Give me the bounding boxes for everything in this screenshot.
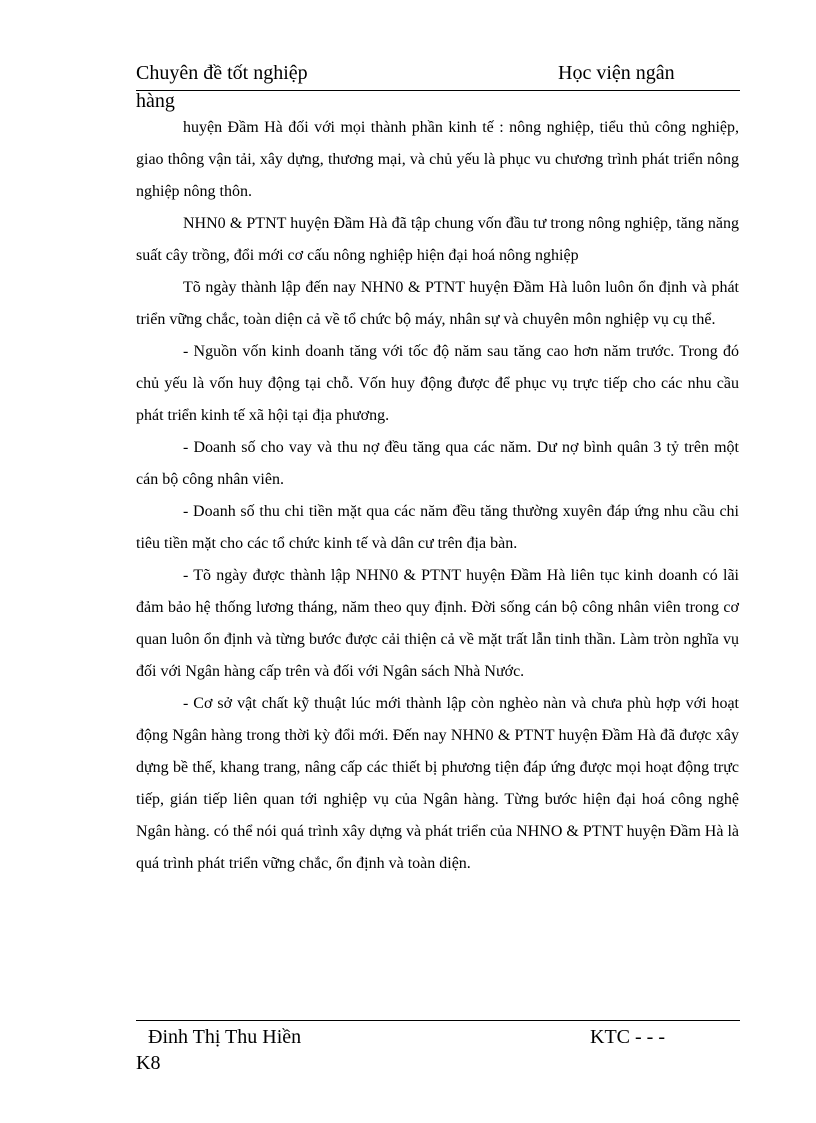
- paragraph-4: - Nguồn vốn kinh doanh tăng với tốc độ năm sau tăng cao hơn năm trước. Trong đó chủ yếu là vốn huy động tại chỗ. Vốn huy động được để phục vụ trực tiếp cho các nhu cầu phát triển kinh tế xã hội tại địa phương.: [136, 343, 739, 424]
- paragraph-8: - Cơ sở vật chất kỹ thuật lúc mới thành lập còn nghèo nàn và chưa phù hợp với hoạt động Ngân hàng trong thời kỳ đổi mới. Đến nay NHN0 & PTNT huyện Đầm Hà đã được xây dựng bề thế, khang trang, nâng cấp các thiết bị phương tiện đáp ứng được mọi hoạt động trực tiếp, gián tiếp liên quan tới nghiệp vụ của Ngân hàng. Từng bước hiện đại hoá công nghệ Ngân hàng. có thể nói quá trình xây dựng và phát triển của NHNO & PTNT huyện Đầm Hà là quá trình phát triển vững chắc, ổn định và toàn diện.: [136, 695, 739, 872]
- paragraph-7: - Tõ ngày được thành lập NHN0 & PTNT huyện Đầm Hà liên tục kinh doanh có lãi đảm bảo hệ thống lương tháng, năm theo quy định. Đời sống cán bộ công nhân viên trong cơ quan luôn ổn định và từng bước được cải thiện cả về mặt trất lẫn tinh thần. Làm tròn nghĩa vụ đối với Ngân hàng cấp trên và đối với Ngân sách Nhà Nước.: [136, 567, 739, 680]
- header-institution-wrap: hàng: [136, 90, 175, 112]
- paragraph-2: NHN0 & PTNT huyện Đầm Hà đã tập chung vốn đầu tư trong nông nghiệp, tăng năng suất cây trồng, đổi mới cơ cấu nông nghiệp hiện đại hoá nông nghiệp: [136, 215, 739, 264]
- paragraph-5: - Doanh số cho vay và thu nợ đều tăng qua các năm. Dư nợ bình quân 3 tỷ trên một cán bộ công nhân viên.: [136, 439, 739, 488]
- footer-author: Đinh Thị Thu Hiền: [148, 1026, 302, 1048]
- header-document-title: Chuyên đề tốt nghiệp: [136, 62, 308, 84]
- footer-class: KTC - - -: [590, 1026, 665, 1048]
- page-header: [136, 60, 740, 91]
- footer-class-wrap: K8: [136, 1052, 161, 1074]
- header-institution: Học viện ngân: [558, 62, 675, 84]
- paragraph-3: Tõ ngày thành lập đến nay NHN0 & PTNT huyện Đầm Hà luôn luôn ổn định và phát triển vững chắc, toàn diện cả về tổ chức bộ máy, nhân sự và chuyên môn nghiệp vụ cụ thể.: [136, 279, 739, 328]
- document-body: [136, 112, 739, 880]
- footer-divider: [136, 1020, 740, 1021]
- paragraph-6: - Doanh số thu chi tiền mặt qua các năm đều tăng thường xuyên đáp ứng nhu cầu chi tiêu tiền mặt cho các tổ chức kinh tế và dân cư trên địa bàn.: [136, 503, 739, 552]
- paragraph-1: huyện Đầm Hà đối với mọi thành phần kinh tế : nông nghiệp, tiểu thủ công nghiệp, giao thông vận tải, xây dựng, thương mại, và chủ yếu là phục vu chương trình phát triển nông nghiệp nông thôn.: [136, 119, 739, 200]
